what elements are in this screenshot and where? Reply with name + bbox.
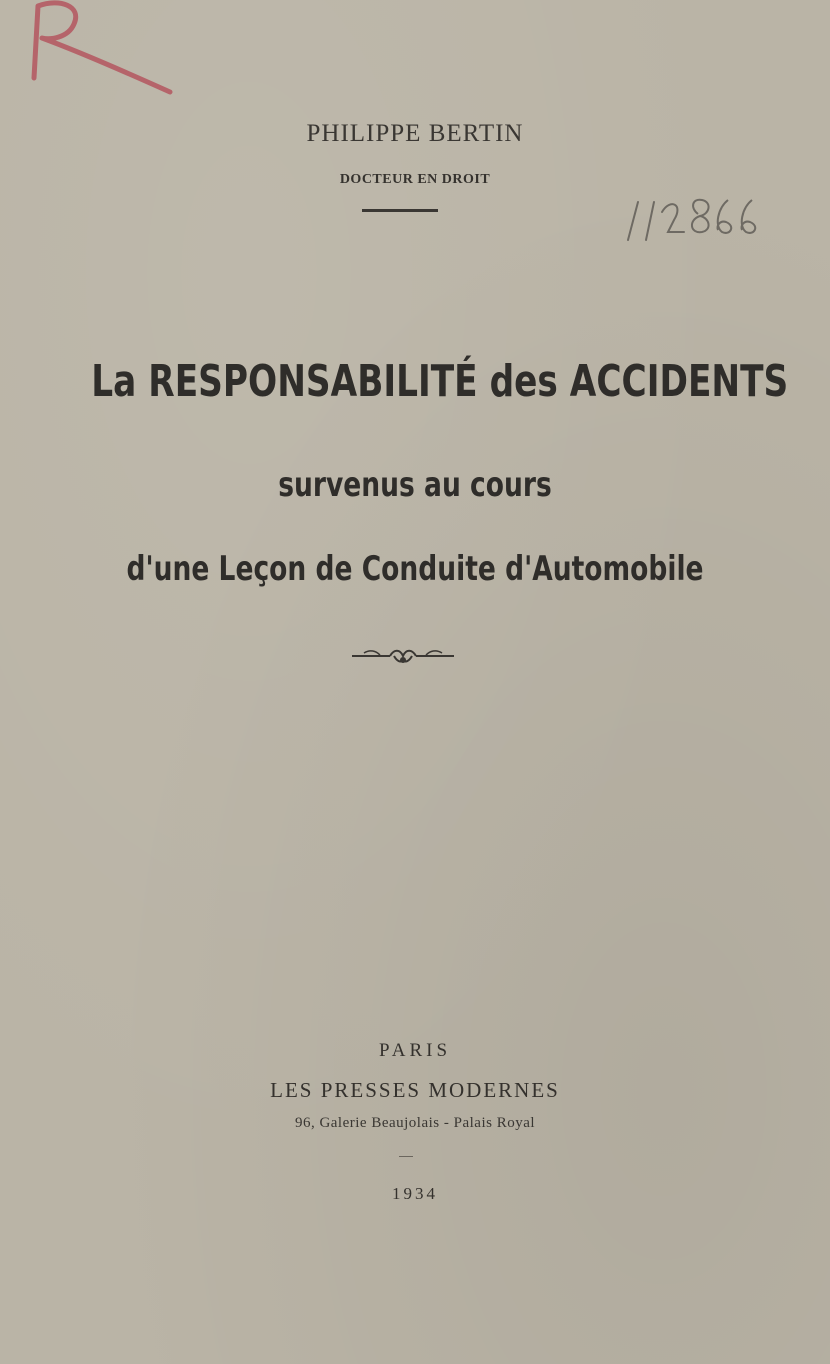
imprint-city: PARIS (378, 1040, 452, 1061)
title-line-3: d'une Leçon de Conduite d'Automobile (126, 549, 704, 589)
handwritten-r-mark (20, 0, 180, 100)
author-name: PHILIPPE BERTIN (306, 120, 524, 147)
ornament-flourish-icon (350, 645, 456, 667)
title-line-1: La RESPONSABILITÉ des ACCIDENTS (91, 356, 789, 407)
title-line-2: survenus au cours (278, 465, 552, 505)
handwritten-catalog-number (618, 190, 768, 250)
imprint-address: 96, Galerie Beaujolais - Palais Royal (294, 1115, 536, 1131)
author-degree: DOCTEUR EN DROIT (339, 172, 491, 187)
imprint-publisher: LES PRESSES MODERNES (270, 1078, 560, 1102)
imprint-year: 1934 (392, 1184, 438, 1203)
divider-rule (362, 209, 438, 212)
small-divider (399, 1156, 413, 1157)
